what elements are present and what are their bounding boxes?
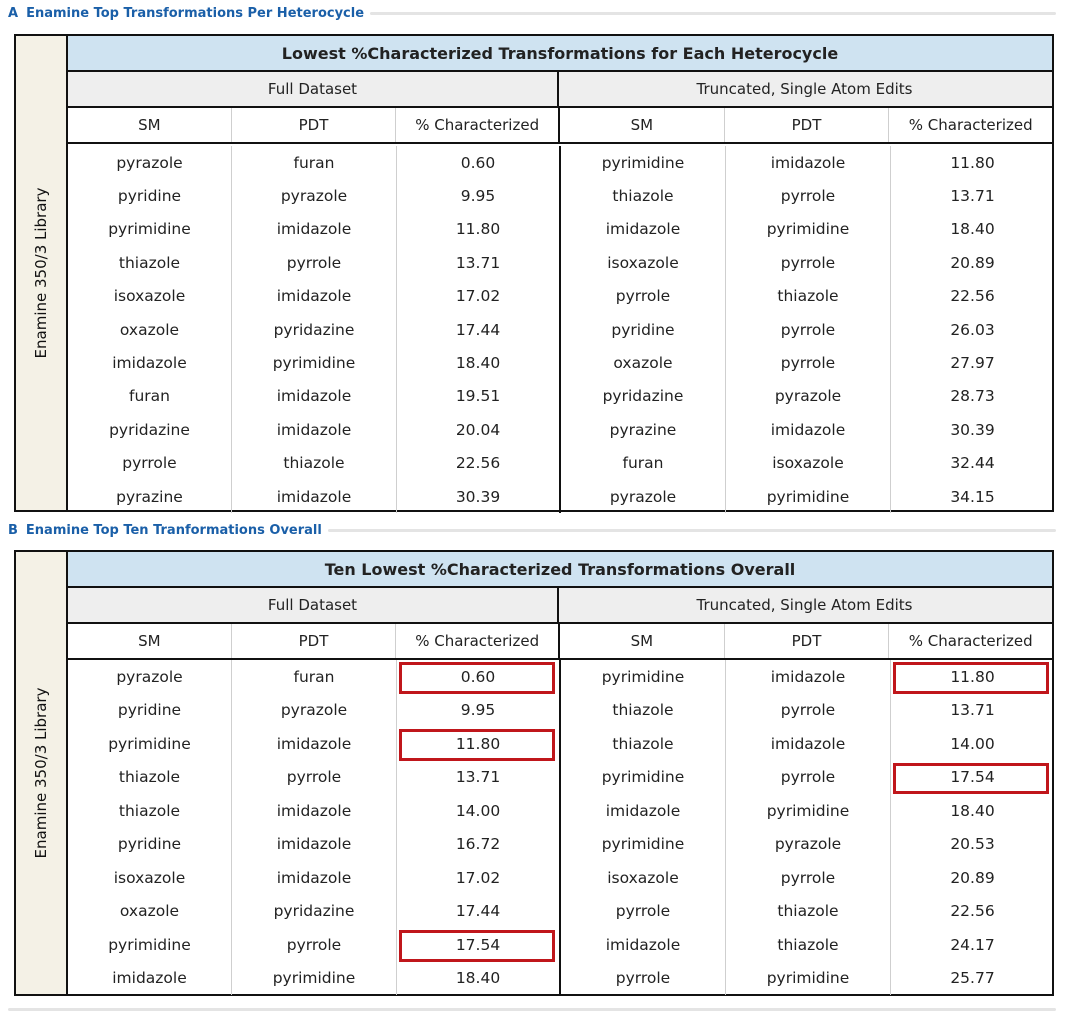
- table-row: [561, 761, 1054, 795]
- table-row: [561, 280, 1054, 313]
- sm-cell: pyrrole: [68, 447, 232, 480]
- section-a-group-header: [68, 72, 1052, 108]
- sm-cell: furan: [561, 447, 726, 480]
- section-a-letter: A: [8, 5, 19, 21]
- section-a-side-label-text: Enamine 350/3 Library: [32, 187, 50, 359]
- section-a-table-title: Lowest %Characterized Transformations for Each Heterocycle: [68, 36, 1052, 72]
- pdt-cell: imidazole: [726, 660, 891, 694]
- percent-cell: 32.44: [950, 454, 995, 473]
- percent-cell: 19.51: [397, 380, 561, 413]
- sm-cell: pyrazine: [561, 413, 726, 446]
- sm-cell: imidazole: [561, 928, 726, 962]
- table-row: [68, 828, 561, 862]
- section-a-heading: [8, 3, 1056, 23]
- table-row: [68, 380, 561, 413]
- percent-cell: 14.00: [397, 794, 561, 828]
- pdt-cell: pyrrole: [726, 179, 891, 212]
- percent-cell: 11.80: [950, 153, 995, 172]
- percent-cell: 17.02: [397, 280, 561, 313]
- section-a-group-truncated: Truncated, Single Atom Edits: [696, 80, 913, 98]
- table-row: [68, 660, 561, 694]
- table-row: [561, 413, 1054, 446]
- percent-cell: 11.80: [950, 667, 995, 686]
- pdt-cell: pyridazine: [232, 313, 397, 346]
- pdt-cell: imidazole: [232, 794, 397, 828]
- pdt-cell: furan: [232, 146, 397, 179]
- table-row: [68, 694, 561, 728]
- percent-cell: 18.40: [950, 801, 995, 820]
- table-row: [68, 213, 561, 246]
- pdt-cell: pyrimidine: [232, 962, 397, 996]
- pdt-cell: pyrimidine: [726, 962, 891, 996]
- sm-cell: thiazole: [561, 727, 726, 761]
- percent-cell: 11.80: [397, 727, 561, 761]
- section-b-title: Enamine Top Ten Tranformations Overall: [25, 522, 322, 538]
- table-row: [68, 895, 561, 929]
- sm-cell: isoxazole: [561, 246, 726, 279]
- table-row: [68, 794, 561, 828]
- sm-cell: pyridine: [561, 313, 726, 346]
- column-header: PDT: [232, 108, 397, 142]
- table-row: [68, 447, 561, 480]
- sm-cell: pyridine: [68, 828, 232, 862]
- percent-cell: 9.95: [397, 694, 561, 728]
- section-b-letter: B: [8, 522, 18, 538]
- table-row: [561, 694, 1054, 728]
- table-row: [561, 861, 1054, 895]
- pdt-cell: imidazole: [232, 727, 397, 761]
- sm-cell: furan: [68, 380, 232, 413]
- table-row: [561, 962, 1054, 996]
- percent-cell: 18.40: [397, 962, 561, 996]
- pdt-cell: pyrimidine: [726, 480, 891, 513]
- section-a-side-label: [16, 36, 68, 510]
- percent-cell: 22.56: [397, 447, 561, 480]
- sm-cell: isoxazole: [68, 861, 232, 895]
- section-a-group-full: Full Dataset: [68, 72, 559, 106]
- highlight-box: [399, 729, 555, 761]
- sm-cell: pyrazole: [68, 660, 232, 694]
- pdt-cell: pyridazine: [232, 895, 397, 929]
- section-b-heading: [8, 520, 1056, 540]
- column-header: % Characterized: [908, 116, 1033, 134]
- sm-cell: pyrimidine: [68, 928, 232, 962]
- percent-cell: 13.71: [397, 246, 561, 279]
- sm-cell: pyrimidine: [561, 761, 726, 795]
- section-a-column-headers: [68, 108, 1052, 144]
- section-b-side-label: [16, 552, 68, 994]
- table-row: [561, 346, 1054, 379]
- column-header: SM: [560, 108, 725, 142]
- table-row: [68, 313, 561, 346]
- section-b-column-headers: [68, 624, 1052, 660]
- table-row: [68, 861, 561, 895]
- pdt-cell: thiazole: [726, 895, 891, 929]
- table-row: [561, 380, 1054, 413]
- sm-cell: thiazole: [561, 179, 726, 212]
- percent-cell: 18.40: [950, 220, 995, 239]
- section-a-table-body: [68, 144, 1052, 513]
- sm-cell: thiazole: [68, 761, 232, 795]
- sm-cell: oxazole: [68, 313, 232, 346]
- table-row: [561, 480, 1054, 513]
- highlight-box: [399, 930, 555, 962]
- table-half-left: [68, 660, 561, 995]
- pdt-cell: imidazole: [232, 213, 397, 246]
- pdt-cell: thiazole: [232, 447, 397, 480]
- pdt-cell: pyrrole: [726, 313, 891, 346]
- section-b-table-block: [14, 550, 1054, 996]
- percent-cell: 11.80: [397, 213, 561, 246]
- percent-cell: 16.72: [397, 828, 561, 862]
- section-b-group-full: Full Dataset: [68, 588, 559, 622]
- pdt-cell: pyrrole: [726, 346, 891, 379]
- sm-cell: imidazole: [68, 962, 232, 996]
- pdt-cell: pyrrole: [726, 761, 891, 795]
- highlight-box: [893, 662, 1049, 694]
- pdt-cell: isoxazole: [726, 447, 891, 480]
- pdt-cell: imidazole: [726, 413, 891, 446]
- table-row: [561, 447, 1054, 480]
- column-header: % Characterized: [396, 624, 560, 658]
- pdt-cell: imidazole: [726, 146, 891, 179]
- percent-cell: 9.95: [397, 179, 561, 212]
- pdt-cell: thiazole: [726, 928, 891, 962]
- pdt-cell: pyrrole: [232, 761, 397, 795]
- percent-cell: 13.71: [950, 187, 995, 206]
- section-a-table-block: [14, 34, 1054, 512]
- pdt-cell: pyrazole: [232, 694, 397, 728]
- sm-cell: pyridine: [68, 694, 232, 728]
- pdt-cell: pyrimidine: [726, 794, 891, 828]
- table-row: [561, 794, 1054, 828]
- section-a-rule: [370, 12, 1056, 15]
- sm-cell: imidazole: [68, 346, 232, 379]
- column-header: SM: [68, 108, 232, 142]
- table-row: [561, 246, 1054, 279]
- sm-cell: pyrimidine: [561, 660, 726, 694]
- sm-cell: pyridine: [68, 179, 232, 212]
- percent-cell: 20.89: [950, 253, 995, 272]
- section-b-rule: [328, 529, 1056, 532]
- percent-cell: 30.39: [397, 480, 561, 513]
- table-row: [68, 179, 561, 212]
- sm-cell: pyrimidine: [561, 146, 726, 179]
- sm-cell: pyrimidine: [68, 213, 232, 246]
- sm-cell: pyrimidine: [68, 727, 232, 761]
- pdt-cell: imidazole: [232, 413, 397, 446]
- percent-cell: 20.53: [950, 835, 995, 854]
- table-row: [68, 480, 561, 513]
- pdt-cell: pyrimidine: [726, 213, 891, 246]
- percent-cell: 28.73: [950, 387, 995, 406]
- percent-cell: 17.44: [397, 895, 561, 929]
- percent-cell: 22.56: [950, 902, 995, 921]
- pdt-cell: thiazole: [726, 280, 891, 313]
- table-row: [561, 895, 1054, 929]
- table-row: [68, 346, 561, 379]
- table-row: [561, 313, 1054, 346]
- percent-cell: 26.03: [950, 320, 995, 339]
- section-b-side-label-text: Enamine 350/3 Library: [32, 687, 50, 859]
- column-header: % Characterized: [908, 632, 1033, 650]
- table-row: [68, 962, 561, 996]
- pdt-cell: imidazole: [232, 828, 397, 862]
- table-row: [68, 146, 561, 179]
- highlight-box: [399, 662, 555, 694]
- table-row: [68, 727, 561, 761]
- percent-cell: 13.71: [397, 761, 561, 795]
- table-row: [561, 213, 1054, 246]
- percent-cell: 17.54: [950, 768, 995, 787]
- pdt-cell: furan: [232, 660, 397, 694]
- sm-cell: oxazole: [561, 346, 726, 379]
- table-row: [561, 660, 1054, 694]
- table-row: [68, 280, 561, 313]
- pdt-cell: pyrrole: [232, 246, 397, 279]
- pdt-cell: imidazole: [232, 280, 397, 313]
- section-a-table: [68, 36, 1052, 513]
- sm-cell: thiazole: [68, 246, 232, 279]
- percent-cell: 0.60: [397, 146, 561, 179]
- table-row: [68, 246, 561, 279]
- table-row: [68, 761, 561, 795]
- pdt-cell: pyrrole: [726, 861, 891, 895]
- table-half-right: [561, 146, 1054, 513]
- sm-cell: pyridazine: [561, 380, 726, 413]
- sm-cell: thiazole: [68, 794, 232, 828]
- column-header: % Characterized: [396, 108, 560, 142]
- pdt-cell: imidazole: [232, 380, 397, 413]
- pdt-cell: pyrazole: [726, 828, 891, 862]
- table-half-left: [68, 146, 561, 513]
- column-header: PDT: [725, 108, 890, 142]
- pdt-cell: pyrimidine: [232, 346, 397, 379]
- sm-cell: oxazole: [68, 895, 232, 929]
- table-half-right: [561, 660, 1054, 995]
- highlight-box: [893, 763, 1049, 795]
- pdt-cell: pyrazole: [232, 179, 397, 212]
- column-header: SM: [560, 624, 725, 658]
- percent-cell: 27.97: [950, 354, 995, 373]
- pdt-cell: pyrrole: [232, 928, 397, 962]
- pdt-cell: pyrrole: [726, 694, 891, 728]
- column-header: SM: [68, 624, 232, 658]
- table-row: [561, 928, 1054, 962]
- sm-cell: pyrazole: [561, 480, 726, 513]
- sm-cell: pyrazole: [68, 146, 232, 179]
- table-row: [561, 828, 1054, 862]
- sm-cell: isoxazole: [68, 280, 232, 313]
- percent-cell: 14.00: [950, 734, 995, 753]
- section-b-table-title: Ten Lowest %Characterized Transformations Overall: [68, 552, 1052, 588]
- section-b-group-header: [68, 588, 1052, 624]
- percent-cell: 20.04: [397, 413, 561, 446]
- section-b-table-body: [68, 660, 1052, 995]
- table-row: [561, 146, 1054, 179]
- column-header: PDT: [725, 624, 890, 658]
- sm-cell: pyrazine: [68, 480, 232, 513]
- percent-cell: 20.89: [950, 868, 995, 887]
- sm-cell: pyridazine: [68, 413, 232, 446]
- sm-cell: pyrrole: [561, 962, 726, 996]
- table-row: [561, 727, 1054, 761]
- section-b-group-truncated: Truncated, Single Atom Edits: [696, 596, 913, 614]
- percent-cell: 30.39: [950, 420, 995, 439]
- percent-cell: 17.02: [397, 861, 561, 895]
- percent-cell: 24.17: [950, 935, 995, 954]
- pdt-cell: pyrrole: [726, 246, 891, 279]
- sm-cell: imidazole: [561, 794, 726, 828]
- pdt-cell: imidazole: [232, 861, 397, 895]
- bottom-rule: [8, 1008, 1056, 1011]
- percent-cell: 17.44: [397, 313, 561, 346]
- percent-cell: 22.56: [950, 287, 995, 306]
- table-row: [68, 413, 561, 446]
- sm-cell: isoxazole: [561, 861, 726, 895]
- percent-cell: 18.40: [397, 346, 561, 379]
- section-a-title: Enamine Top Transformations Per Heterocycle: [26, 5, 365, 21]
- percent-cell: 13.71: [950, 701, 995, 720]
- table-row: [68, 928, 561, 962]
- pdt-cell: pyrazole: [726, 380, 891, 413]
- percent-cell: 0.60: [397, 660, 561, 694]
- sm-cell: thiazole: [561, 694, 726, 728]
- percent-cell: 17.54: [397, 928, 561, 962]
- sm-cell: pyrrole: [561, 895, 726, 929]
- percent-cell: 34.15: [950, 487, 995, 506]
- table-row: [561, 179, 1054, 212]
- section-b-table: [68, 552, 1052, 995]
- pdt-cell: imidazole: [726, 727, 891, 761]
- column-header: PDT: [232, 624, 397, 658]
- sm-cell: imidazole: [561, 213, 726, 246]
- sm-cell: pyrrole: [561, 280, 726, 313]
- pdt-cell: imidazole: [232, 480, 397, 513]
- sm-cell: pyrimidine: [561, 828, 726, 862]
- percent-cell: 25.77: [950, 969, 995, 988]
